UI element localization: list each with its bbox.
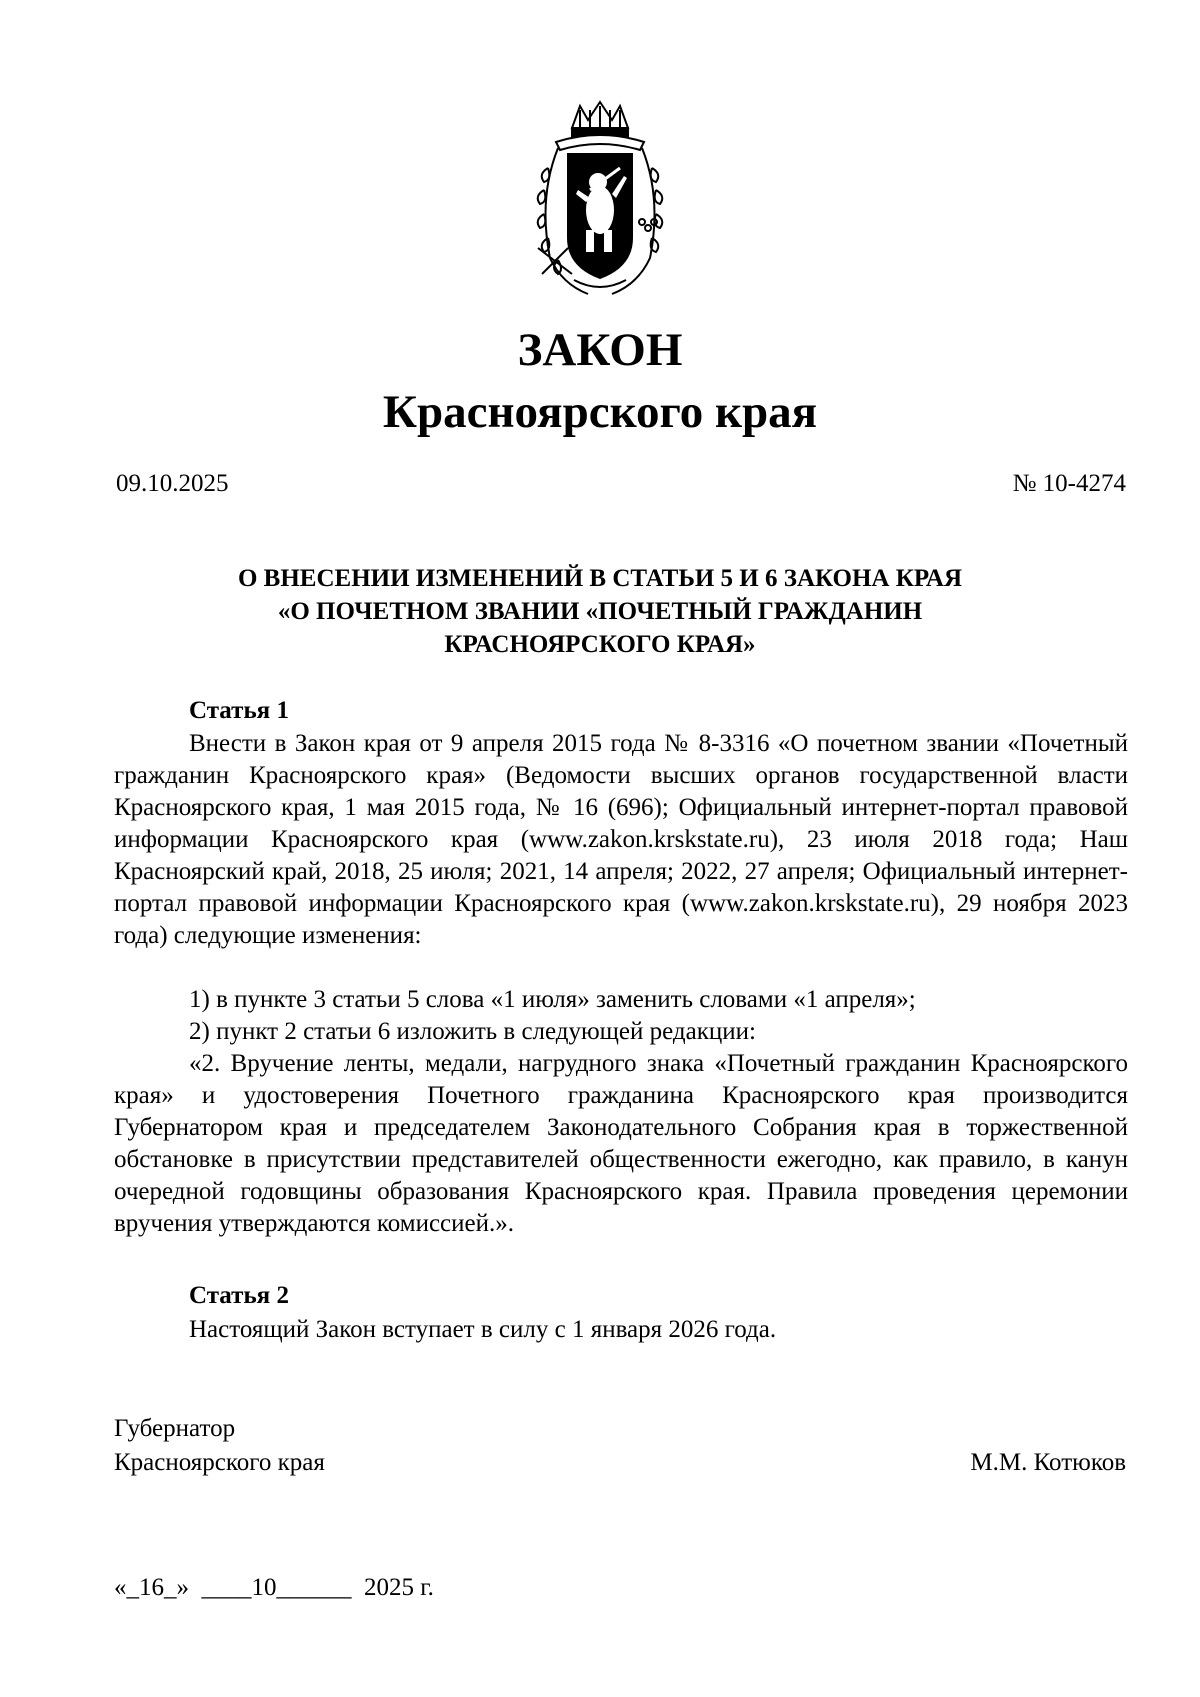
signatory-position-line-1: Губернатор [114,1415,236,1442]
article-2-text: Настоящий Закон вступает в силу с 1 января 2026 года. [189,1316,777,1343]
article-1-title: Статья 1 [189,697,289,724]
article-1-intro: Внести в Закон края от 9 апреля 2015 года № 8-3316 «О почетном звании «Почетный гражданин Красноярского края» (Ведомости высших органов государственной власти Красноярского края, 1 мая 2015 года, № 16 (696); Официальный интернет-портал правовой информации Красноярского края (www.zakon.krskstate.ru), 23 июля 2018 года; Наш Красноярский край, 2018, 25 июля; 2021, 14 апреля; 2022, 27 апреля; Официальный интернет-портал правовой информации Красноярского края (www.zakon.krskstate.ru), 29 ноября 2023 года) следующие изменения: [114,730,1128,949]
law-number: № 10-4274 [1012,470,1126,497]
law-title: ЗАКОН [517,324,683,376]
law-date: 09.10.2025 [116,470,229,497]
article-1-item-1: 1) в пункте 3 статьи 5 слова «1 июля» заменить словами «1 апреля»; [189,986,916,1013]
signatory-position-line-2: Красноярского края [114,1449,325,1476]
signatory-name: М.М. Котюков [970,1449,1126,1476]
signatory-position [114,1412,325,1480]
heading-line-2: «О ПОЧЕТНОМ ЗВАНИИ «ПОЧЕТНЫЙ ГРАЖДАНИН [277,598,923,625]
law-heading [0,562,1200,661]
heading-line-3: КРАСНОЯРСКОГО КРАЯ» [444,631,756,658]
heading-line-1: О ВНЕСЕНИИ ИЗМЕНЕНИЙ В СТАТЬИ 5 И 6 ЗАКОНА КРАЯ [237,565,963,592]
article-1-item-2: 2) пункт 2 статьи 6 изложить в следующей редакции: [189,1018,756,1045]
coat-of-arms-emblem [528,98,672,298]
article-1-quote: «2. Вручение ленты, медали, нагрудного знака «Почетный гражданин Красноярского края» и удостоверения Почетного гражданина Красноярского края производится Губернатором края и председателем Законодательного Собрания края в торжественной обстановке в присутствии представителей общественности ежегодно, как правило, в канун очередной годовщины образования Красноярского края. Правила проведения церемонии вручения утверждаются комиссией.». [114,1050,1128,1237]
law-subtitle-region: Красноярского края [382,386,818,438]
article-2-title: Статья 2 [189,1282,289,1309]
signing-date: «_16_» ____10______ 2025 г. [114,1574,434,1601]
